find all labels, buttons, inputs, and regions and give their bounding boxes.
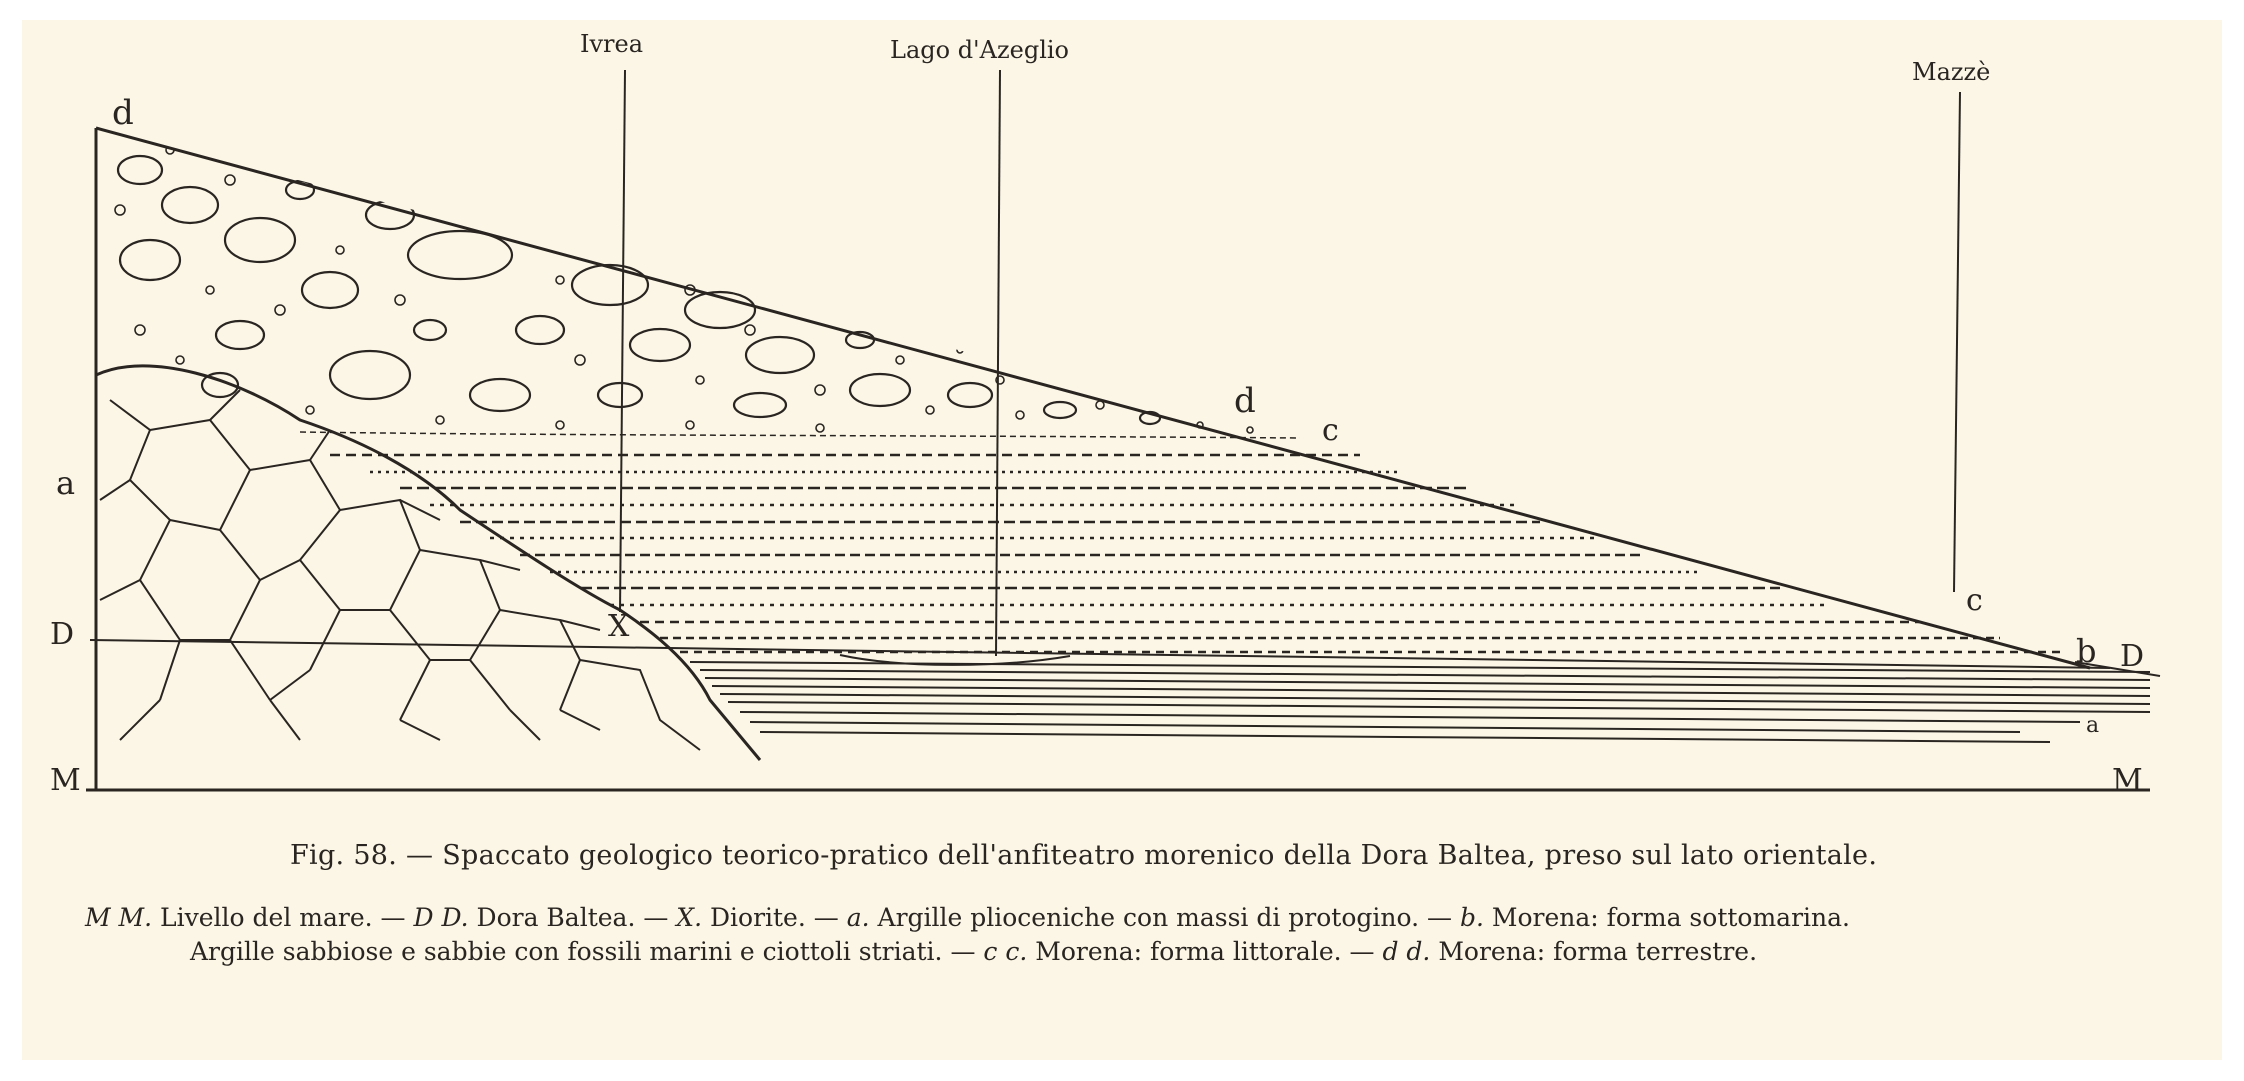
label-c-upper: c (1322, 413, 1339, 448)
submarine-moraine-layers (690, 662, 2150, 742)
legend-text-a: Argille plioceniche con massi di protogino. — (869, 903, 1460, 932)
mazze-marker (1954, 92, 1960, 592)
legend-key-x: X. (676, 903, 703, 932)
legend-key-a: a. (846, 903, 870, 932)
legend-text-mm: Livello del mare. — (152, 903, 414, 932)
legend-key-mm: M M. (85, 903, 153, 932)
legend-key-cc: c c. (983, 937, 1028, 966)
legend-text-dd: Dora Baltea. — (468, 903, 677, 932)
lago-marker (996, 70, 1000, 656)
label-mazze: Mazzè (1912, 58, 1991, 86)
littoral-moraine-layers (330, 455, 2060, 652)
dora-baltea-level (90, 640, 2110, 668)
ivrea-marker (620, 70, 625, 612)
legend-text-b-cont: Argille sabbiose e sabbie con fossili marini e ciottoli striati. — (190, 937, 984, 966)
legend-key-dd: D D. (413, 903, 469, 932)
label-X: X (608, 609, 630, 644)
label-d-middle: d (1234, 381, 1256, 421)
label-c-lower: c (1966, 583, 1983, 618)
legend-line-1 (85, 903, 1850, 932)
label-lago-azeglio: Lago d'Azeglio (890, 36, 1069, 64)
label-M-right: M (2112, 763, 2143, 798)
diorite-cracks (100, 390, 700, 750)
label-d-top: d (112, 93, 134, 133)
label-b: b (2076, 632, 2097, 670)
label-D-left: D (50, 617, 75, 652)
figure-caption-title: Fig. 58. — Spaccato geologico teorico-pratico dell'anfiteatro morenico della Dora Baltea, preso sul lato orientale. (290, 840, 1878, 871)
morena-base-line (300, 432, 1300, 438)
label-a-left: a (56, 464, 76, 502)
label-ivrea: Ivrea (580, 30, 644, 58)
legend-text-b: Morena: forma sottomarina. (1483, 903, 1850, 932)
terrestrial-moraine (118, 156, 1160, 424)
legend-text-dd2: Morena: forma terrestre. (1430, 937, 1758, 966)
legend-text-cc: Morena: forma littorale. — (1027, 937, 1383, 966)
legend-key-dd2: d d. (1382, 937, 1431, 966)
terrestrial-moraine-pebbles (115, 137, 1253, 433)
legend-key-b: b. (1459, 903, 1484, 932)
label-D-right: D (2120, 639, 2145, 674)
legend-line-2 (190, 937, 1757, 966)
label-M-left: M (50, 763, 81, 798)
legend-text-x: Diorite. — (702, 903, 847, 932)
label-a-right: a (2086, 713, 2100, 738)
diorite-outline (96, 366, 760, 760)
